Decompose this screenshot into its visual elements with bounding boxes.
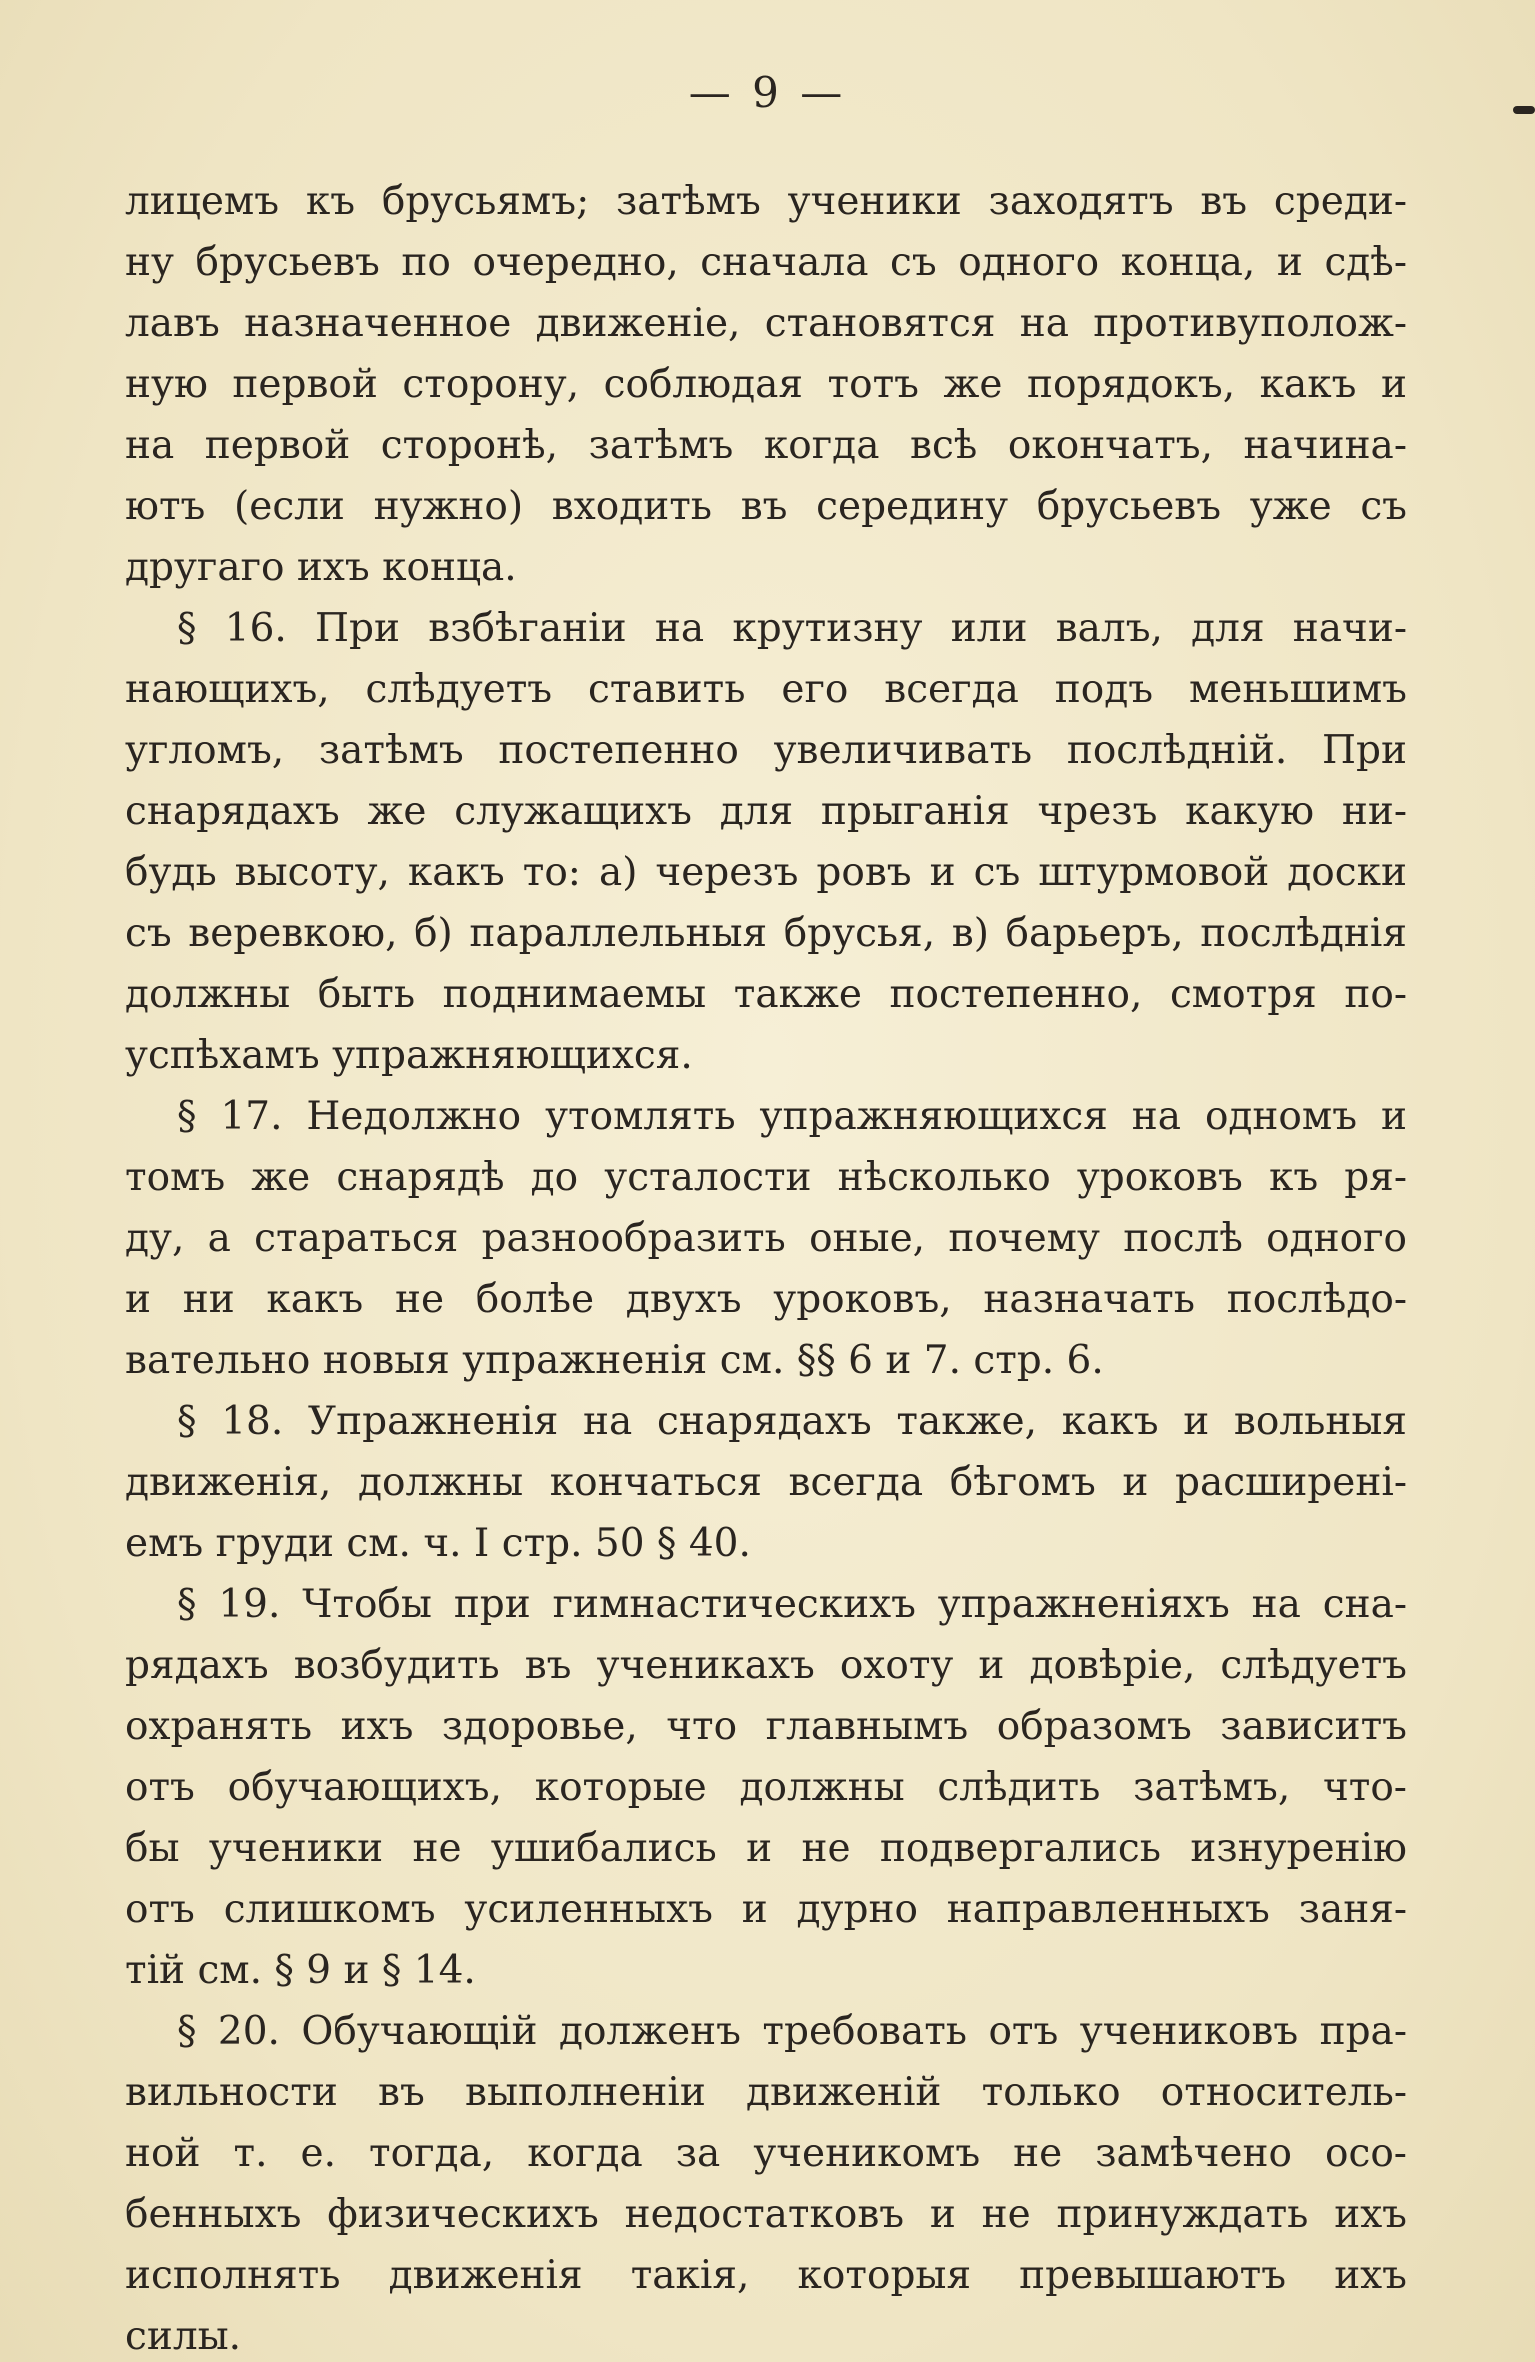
text-line: томъ же снарядѣ до усталости нѣсколько уроковъ къ ря-	[125, 1155, 1407, 1200]
text-line: § 17. Недолжно утомлять упражняющихся на одномъ и	[177, 1094, 1407, 1139]
text-line: и ни какъ не болѣе двухъ уроковъ, назначать послѣдо-	[125, 1277, 1407, 1322]
text-line: § 20. Обучающій долженъ требовать отъ учениковъ пра-	[177, 2009, 1407, 2054]
text-line: ную первой сторону, соблюдая тотъ же порядокъ, какъ и	[125, 362, 1407, 407]
text-line: угломъ, затѣмъ постепенно увеличивать послѣдній. При	[125, 728, 1407, 773]
text-line: съ веревкою, б) параллельныя брусья, в) барьеръ, послѣднія	[125, 911, 1407, 956]
text-line: снарядахъ же служащихъ для прыганія чрезъ какую ни-	[125, 789, 1407, 834]
text-line: емъ груди см. ч. I стр. 50 § 40.	[125, 1521, 751, 1566]
text-line: ной т. е. тогда, когда за ученикомъ не замѣчено осо-	[125, 2131, 1407, 2176]
text-line: ютъ (если нужно) входить въ середину брусьевъ уже съ	[125, 484, 1407, 529]
body-text	[125, 171, 1407, 2362]
text-line: вательно новыя упражненія см. §§ 6 и 7. стр. 6.	[125, 1338, 1104, 1383]
text-line: будь высоту, какъ то: а) черезъ ровъ и съ штурмовой доски	[125, 850, 1407, 895]
text-line: на первой сторонѣ, затѣмъ когда всѣ окончатъ, начина-	[125, 423, 1407, 468]
text-line: бенныхъ физическихъ недостатковъ и не принуждать ихъ	[125, 2192, 1407, 2237]
text-line: бы ученики не ушибались и не подвергались изнуренію	[125, 1826, 1407, 1871]
text-line: исполнять движенія такія, которыя превышаютъ ихъ	[125, 2253, 1407, 2298]
text-line: лавъ назначенное движеніе, становятся на противуполож-	[125, 301, 1407, 346]
text-line: другаго ихъ конца.	[125, 545, 517, 590]
text-line: движенія, должны кончаться всегда бѣгомъ и расширені-	[125, 1460, 1407, 1505]
text-line: охранять ихъ здоровье, что главнымъ образомъ зависитъ	[125, 1704, 1407, 1749]
text-line: § 19. Чтобы при гимнастическихъ упражненіяхъ на сна-	[177, 1582, 1407, 1627]
text-line: отъ слишкомъ усиленныхъ и дурно направленныхъ заня-	[125, 1887, 1407, 1932]
text-line: ду, а стараться разнообразить оные, почему послѣ одного	[125, 1216, 1407, 1261]
text-line: лицемъ къ брусьямъ; затѣмъ ученики заходятъ въ среди-	[125, 179, 1407, 224]
text-line: тій см. § 9 и § 14.	[125, 1948, 476, 1993]
text-line: силы.	[125, 2314, 242, 2359]
text-line: § 16. При взбѣганіи на крутизну или валъ, для начи-	[177, 606, 1407, 651]
edge-mark	[1513, 106, 1535, 114]
text-line: ну брусьевъ по очередно, сначала съ одного конца, и сдѣ-	[125, 240, 1407, 285]
text-line: § 18. Упражненія на снарядахъ также, какъ и вольныя	[177, 1399, 1407, 1444]
text-line: отъ обучающихъ, которые должны слѣдить затѣмъ, что-	[125, 1765, 1407, 1810]
text-line: нающихъ, слѣдуетъ ставить его всегда подъ меньшимъ	[125, 667, 1407, 712]
text-line: вильности въ выполненіи движеній только относитель-	[125, 2070, 1407, 2115]
page-number: — 9 —	[688, 68, 847, 117]
text-line: рядахъ возбудить въ ученикахъ охоту и довѣріе, слѣдуетъ	[125, 1643, 1407, 1688]
text-line: успѣхамъ упражняющихся.	[125, 1033, 693, 1078]
text-line: должны быть поднимаемы также постепенно, смотря по-	[125, 972, 1407, 1017]
